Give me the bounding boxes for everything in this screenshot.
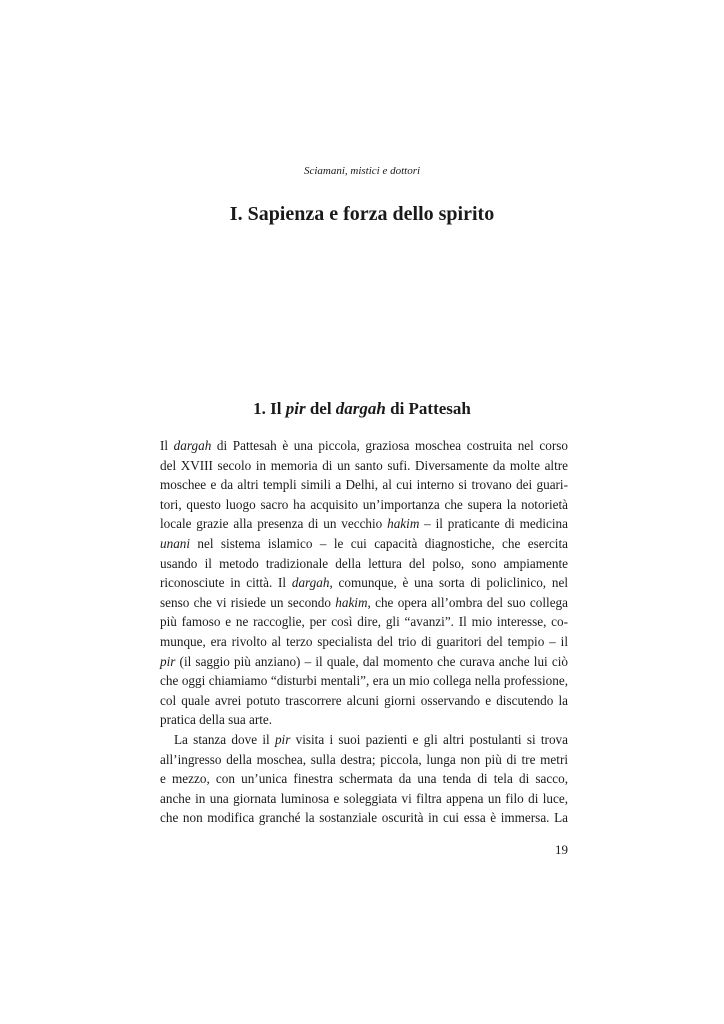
text-run: pratica della sua arte.: [160, 712, 273, 728]
text-line: [160, 436, 568, 456]
text-run: e mezzo, con un’unica finestra schermata da una tenda di tela di sacco,: [160, 771, 568, 787]
text-run: anche in una giornata luminosa e soleggiata vi filtra appena un filo di luce,: [160, 790, 568, 806]
section-title: [0, 399, 724, 419]
text-run: del XVIII secolo in memoria di un santo sufi. Diversamente da molte altre: [160, 457, 568, 473]
text-line: [160, 475, 568, 495]
section-title-word-pir: pir: [285, 399, 306, 418]
text-run: moschee e da altri templi simili a Delhi, al cui interno si trovano dei guari-: [160, 477, 568, 493]
section-title-suffix: di Pattesah: [385, 399, 471, 418]
text-line: [160, 808, 568, 828]
text-run: col quale avrei potuto trascorrere alcuni giorni osservando e discutendo la: [160, 692, 568, 708]
text-line: [160, 554, 568, 574]
italic-term: dargah: [291, 575, 330, 591]
text-line: [160, 710, 568, 730]
text-run: , comunque, è una sorta di policlinico, nel: [329, 575, 568, 591]
text-line: [160, 534, 568, 554]
text-line: [160, 730, 568, 750]
text-run: locale grazie alla presenza di un vecchio: [160, 516, 388, 532]
text-line: [160, 573, 568, 593]
text-run: riconosciute in città. Il: [160, 575, 292, 591]
text-line: [160, 652, 568, 672]
text-run: che oggi chiamiamo “disturbi mentali”, era un mio collega nella professione,: [160, 673, 568, 689]
text-line: [160, 593, 568, 613]
text-line: [160, 691, 568, 711]
text-run: visita i suoi pazienti e gli altri postulanti si trova: [290, 731, 568, 747]
text-line: [160, 612, 568, 632]
text-run: – il praticante di medicina: [419, 516, 568, 532]
section-title-middle: del: [305, 399, 336, 418]
text-run: più famoso e ne raccoglie, per così dire, gli “avanzi”. Il mio interesse, co-: [160, 614, 568, 630]
chapter-title: I. Sapienza e forza dello spirito: [229, 203, 495, 225]
italic-term: hakim: [335, 594, 368, 610]
text-run: nel sistema islamico – le cui capacità diagnostiche, che esercita: [190, 535, 568, 551]
running-head: Sciamani, mistici e dottori: [303, 165, 421, 177]
section-title-word-dargah: dargah: [335, 399, 386, 418]
text-run: Il: [160, 438, 174, 453]
page-number: 19: [555, 842, 568, 857]
text-line: [160, 789, 568, 809]
text-run: all’ingresso della moschea, sulla destra; piccola, lunga non più di tre metri: [160, 751, 568, 767]
text-run: tori, questo luogo sacro ha acquisito un’importanza che supera la notorietà: [160, 496, 568, 512]
italic-term: pir: [274, 731, 291, 747]
body-text: [160, 436, 568, 828]
italic-term: hakim: [387, 516, 420, 532]
text-line: [160, 495, 568, 515]
italic-term: dargah: [173, 438, 212, 453]
text-run: (il saggio più anziano) – il quale, dal momento che curava anche lui ciò: [175, 653, 568, 669]
section-title-prefix: 1. Il: [253, 399, 286, 418]
paragraph: [160, 730, 568, 828]
italic-term: pir: [160, 653, 176, 669]
text-run: munque, era rivolto al terzo specialista del trio di guaritori del tempio – il: [160, 633, 568, 649]
text-line: [160, 671, 568, 691]
text-run: La stanza dove il: [174, 731, 275, 747]
text-line: [160, 456, 568, 476]
text-line: [160, 514, 568, 534]
paragraph: [160, 436, 568, 730]
text-run: di Pattesah è una piccola, graziosa moschea costruita nel corso: [211, 438, 568, 453]
text-run: , che opera all’ombra del suo collega: [367, 594, 568, 610]
text-line: [160, 632, 568, 652]
text-run: che non modifica granché la sostanziale oscurità in cui essa è immersa. La: [160, 810, 568, 826]
text-run: senso che vi risiede un secondo: [160, 594, 336, 610]
text-run: usando il metodo tradizionale della lettura del polso, sono ampiamente: [160, 555, 568, 571]
text-line: [160, 769, 568, 789]
italic-term: unani: [160, 535, 191, 551]
text-line: [160, 750, 568, 770]
